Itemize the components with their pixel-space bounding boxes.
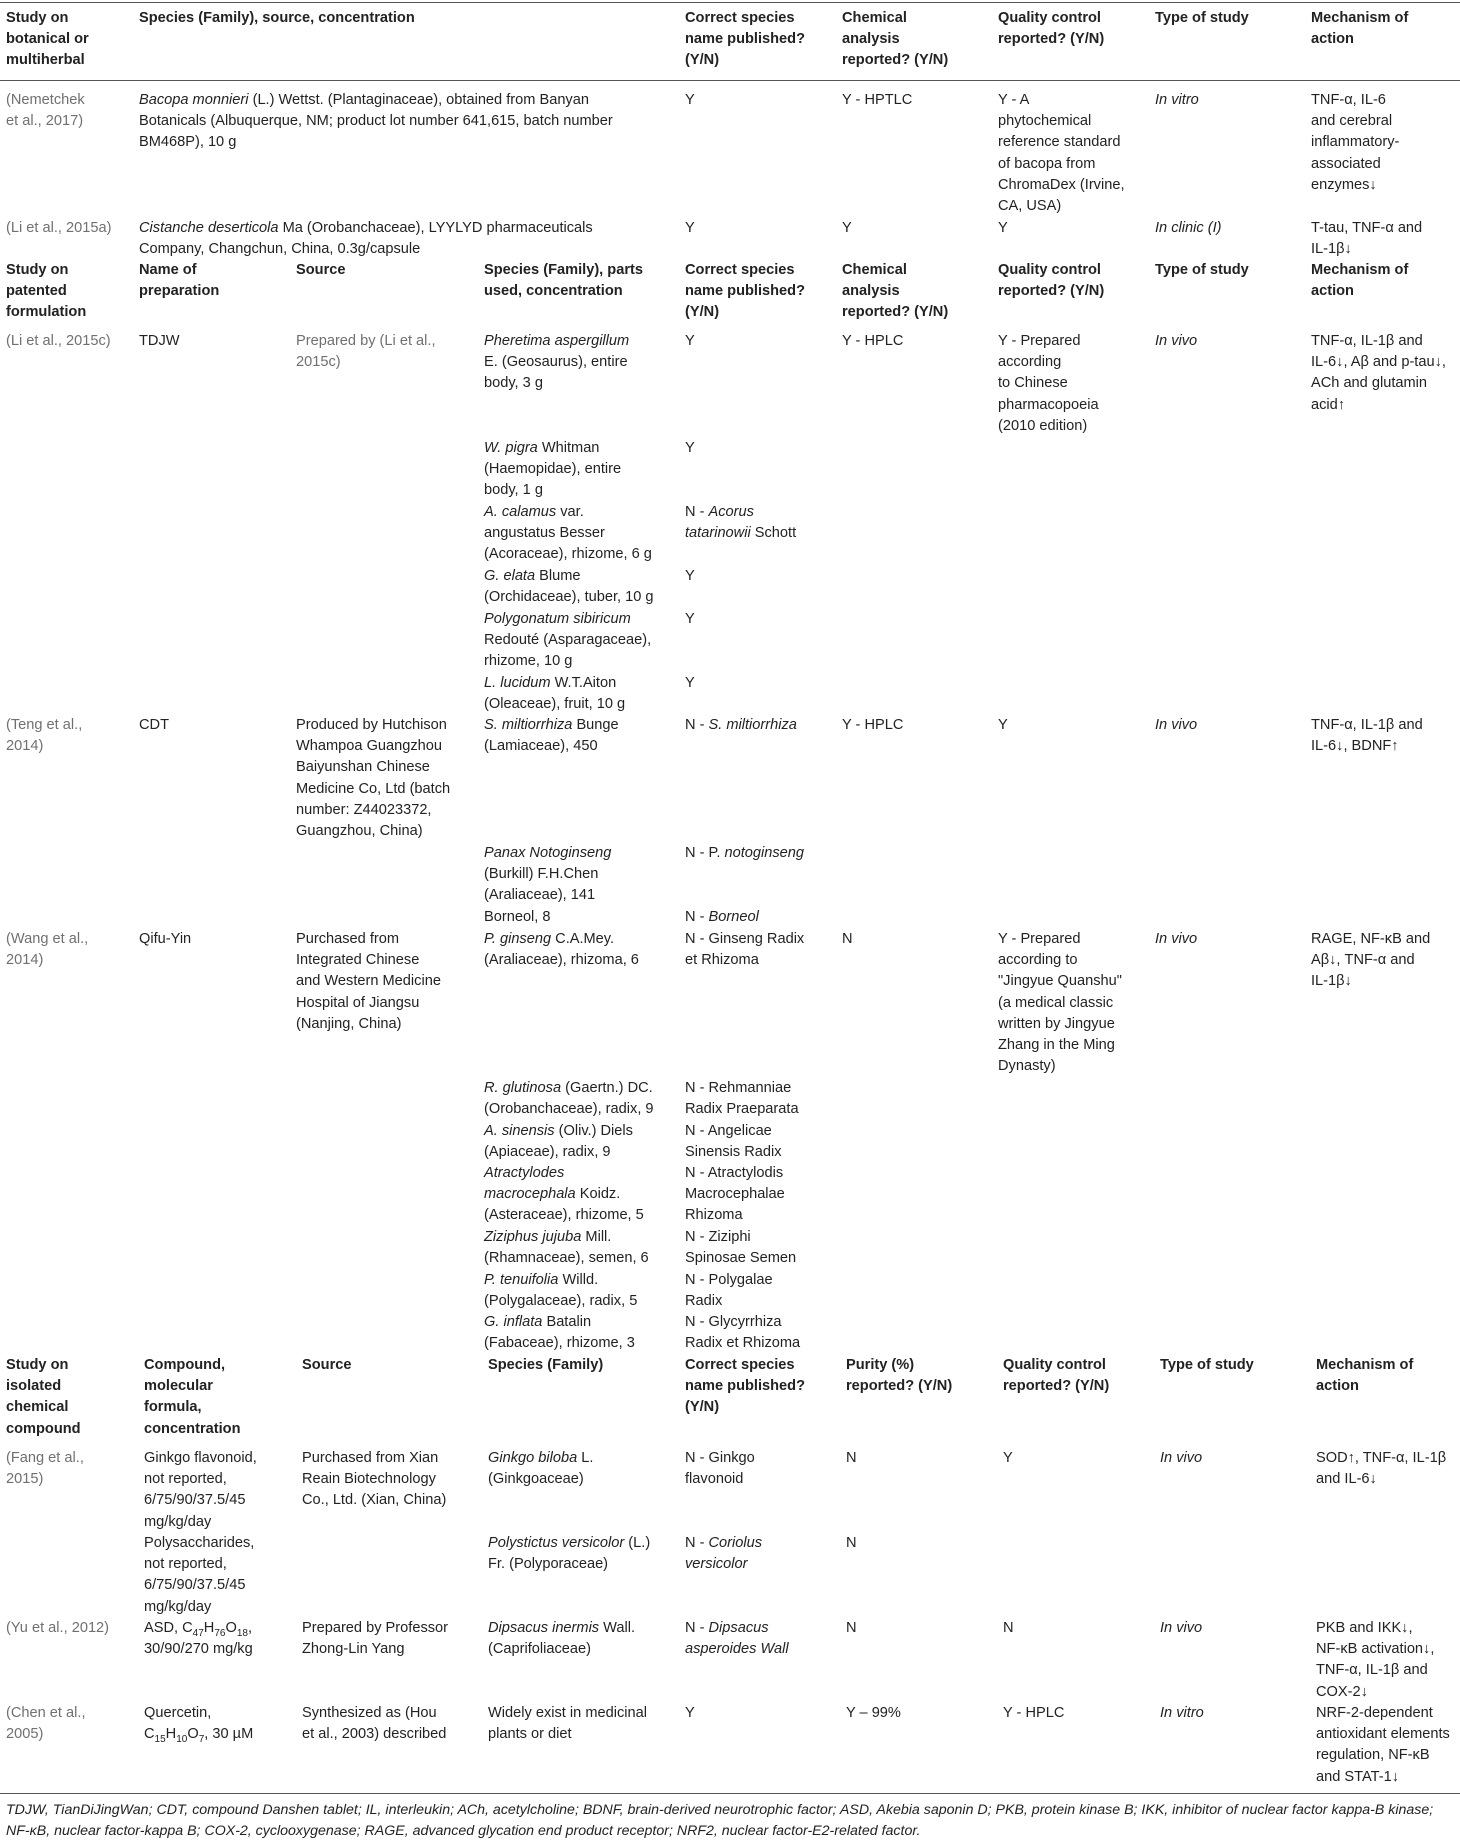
chen-type: In vitro	[1160, 1705, 1204, 1721]
s2-header-quality-control: Quality control reported? (Y/N)	[998, 262, 1105, 300]
tdjw-species-1: Pheretima aspergillum E. (Geosaurus), entire body, 3 g	[484, 333, 630, 392]
tdjw-study: (Li et al., 2015c)	[6, 333, 111, 349]
qifu-mechanism: RAGE, NF-κB and Aβ↓, TNF-α and IL-1β↓	[1311, 931, 1431, 990]
s2-header-source: Source	[296, 262, 346, 278]
s3-header-type: Type of study	[1160, 1357, 1254, 1373]
yu-quality-control: N	[1003, 1620, 1014, 1636]
cdt-source: Produced by Hutchison Whampoa Guangzhou Baiyunshan Chinese Medicine Co, Ltd (batch number: Z44023372, Guangzhou, China)	[296, 717, 451, 840]
fang-quality-control: Y	[1003, 1450, 1013, 1466]
qifu-type: In vivo	[1155, 931, 1198, 947]
tdjw-quality-control: Y - Prepared according to Chinese pharmacopoeia (2010 edition)	[998, 333, 1099, 434]
tdjw-species-2-name: Y	[685, 440, 695, 456]
chen-source: Synthesized as (Hou et al., 2003) described	[302, 1705, 447, 1743]
tdjw-species-4-name: Y	[685, 568, 695, 584]
qifu-preparation: Qifu-Yin	[139, 931, 192, 947]
cdt-species-2-name: N - P. notoginseng	[685, 845, 805, 861]
s3-header-quality-control: Quality control reported? (Y/N)	[1003, 1357, 1110, 1395]
s1-header-quality-control: Quality control reported? (Y/N)	[998, 10, 1105, 48]
fang-species-1: Ginkgo biloba L. (Ginkgoaceae)	[488, 1450, 594, 1488]
s3-header-source: Source	[302, 1357, 352, 1373]
tdjw-species-4: G. elata Blume (Orchidaceae), tuber, 10 g	[484, 568, 654, 606]
fang-purity-1: N	[846, 1450, 857, 1466]
tdjw-species-6: L. lucidum W.T.Aiton (Oleaceae), fruit, 10 g	[484, 675, 626, 713]
s2-header-preparation: Name of preparation	[139, 262, 220, 300]
qifu-species-5-name: N - Ziziphi Spinosae Semen	[685, 1229, 797, 1267]
s1-row2-quality-control: Y	[998, 220, 1008, 236]
qifu-source: Purchased from Integrated Chinese and Western Medicine Hospital of Jiangsu (Nanjing, China)	[296, 931, 441, 1032]
cdt-species-1-name: N - S. miltiorrhiza	[685, 717, 797, 733]
qifu-species-4: Atractylodes macrocephala Koidz. (Asteraceae), rhizome, 5	[484, 1165, 644, 1224]
s1-row2-type: In clinic (I)	[1155, 220, 1222, 236]
chen-compound: Quercetin, $C_{15}H_{10}O_7$, 30 µM	[144, 1705, 254, 1746]
s2-header-study: Study on patented formulation	[6, 262, 87, 321]
cdt-chemical-analysis: Y - HPLC	[842, 717, 904, 733]
s1-header-correct-name: Correct species name published? (Y/N)	[685, 10, 806, 69]
qifu-species-7-name: N - Glycyrrhiza Radix et Rhizoma	[685, 1314, 801, 1352]
fang-mechanism: SOD↑, TNF-α, IL-1β and IL-6↓	[1316, 1450, 1447, 1488]
qifu-species-4-name: N - Atractylodis Macrocephalae Rhizoma	[685, 1165, 785, 1224]
s1-header-study: Study on botanical or multiherbal	[6, 10, 89, 69]
tdjw-source: Prepared by (Li et al., 2015c)	[296, 333, 436, 371]
yu-source: Prepared by Professor Zhong-Lin Yang	[302, 1620, 449, 1658]
tdjw-mechanism: TNF-α, IL-1β and IL-6↓, Aβ and p-tau↓, ACh and glutamin acid↑	[1311, 333, 1446, 413]
qifu-species-5: Ziziphus jujuba Mill. (Rhamnaceae), semen, 6	[484, 1229, 649, 1267]
chen-mechanism: NRF-2-dependent antioxidant elements regulation, NF-κB and STAT-1↓	[1316, 1705, 1450, 1785]
s3-header-compound: Compound, molecular formula, concentration	[144, 1357, 241, 1437]
qifu-study: (Wang et al., 2014)	[6, 931, 89, 969]
s1-row2-species: Cistanche deserticola Ma (Orobanchaceae), LYYLYD pharmaceuticals Company, Changchun, China, 0.3g/capsule	[139, 220, 593, 258]
chen-species-name: Y	[685, 1705, 695, 1721]
s1-row1-mechanism: TNF-α, IL-6 and cerebral inflammatory- associated enzymes↓	[1311, 92, 1400, 193]
cdt-study: (Teng et al., 2014)	[6, 717, 83, 755]
fang-source: Purchased from Xian Reain Biotechnology Co., Ltd. (Xian, China)	[302, 1450, 447, 1509]
qifu-species-6-name: N - Polygalae Radix	[685, 1272, 773, 1310]
tdjw-species-5: Polygonatum sibiricum Redouté (Asparagaceae), rhizome, 10 g	[484, 611, 652, 670]
s1-row2-study: (Li et al., 2015a)	[6, 220, 112, 236]
s3-header-study: Study on isolated chemical compound	[6, 1357, 81, 1437]
s1-row2-correct-name: Y	[685, 220, 695, 236]
table-top-rule	[0, 2, 1460, 3]
qifu-species-1: P. ginseng C.A.Mey. (Araliaceae), rhizoma, 6	[484, 931, 639, 969]
qifu-species-3: A. sinensis (Oliv.) Diels (Apiaceae), radix, 9	[484, 1123, 633, 1161]
fang-type: In vivo	[1160, 1450, 1203, 1466]
qifu-chemical-analysis: N	[842, 931, 853, 947]
s1-header-species: Species (Family), source, concentration	[139, 10, 415, 26]
s1-header-mechanism: Mechanism of action	[1311, 10, 1409, 48]
cdt-species-2: Panax Notoginseng (Burkill) F.H.Chen (Araliaceae), 141	[484, 845, 612, 904]
fang-study: (Fang et al., 2015)	[6, 1450, 84, 1488]
s1-row1-quality-control: Y - A phytochemical reference standard of bacopa from ChromaDex (Irvine, CA, USA)	[998, 92, 1125, 215]
qifu-species-7: G. inflata Batalin (Fabaceae), rhizome, 3	[484, 1314, 635, 1352]
fang-species-1-name: N - Ginkgo flavonoid	[685, 1450, 755, 1488]
tdjw-chemical-analysis: Y - HPLC	[842, 333, 904, 349]
s2-header-correct-name: Correct species name published? (Y/N)	[685, 262, 806, 321]
yu-type: In vivo	[1160, 1620, 1203, 1636]
yu-purity: N	[846, 1620, 857, 1636]
cdt-mechanism: TNF-α, IL-1β and IL-6↓, BDNF↑	[1311, 717, 1423, 755]
s1-row1-chemical-analysis: Y - HPTLC	[842, 92, 913, 108]
qifu-species-2: R. glutinosa (Gaertn.) DC. (Orobanchaceae), radix, 9	[484, 1080, 654, 1118]
s1-row2-mechanism: T-tau, TNF-α and IL-1β↓	[1311, 220, 1423, 258]
yu-study: (Yu et al., 2012)	[6, 1620, 110, 1636]
chen-purity: Y – 99%	[846, 1705, 901, 1721]
tdjw-preparation: TDJW	[139, 333, 180, 349]
tdjw-species-5-name: Y	[685, 611, 695, 627]
s2-header-chemical-analysis: Chemical analysis reported? (Y/N)	[842, 262, 949, 321]
yu-mechanism: PKB and IKK↓, NF-κB activation↓, TNF-α, IL-1β and COX-2↓	[1316, 1620, 1435, 1700]
cdt-preparation: CDT	[139, 717, 169, 733]
s1-row2-chemical-analysis: Y	[842, 220, 852, 236]
cdt-type: In vivo	[1155, 717, 1198, 733]
qifu-species-1-name: N - Ginseng Radix et Rhizoma	[685, 931, 805, 969]
tdjw-type: In vivo	[1155, 333, 1198, 349]
cdt-species-3: Borneol, 8	[484, 909, 551, 925]
tdjw-species-6-name: Y	[685, 675, 695, 691]
qifu-species-2-name: N - Rehmanniae Radix Praeparata	[685, 1080, 799, 1118]
s2-header-type: Type of study	[1155, 262, 1249, 278]
chen-species: Widely exist in medicinal plants or diet	[488, 1705, 647, 1743]
s1-row1-study: (Nemetchek et al., 2017)	[6, 92, 85, 130]
s1-row1-type: In vitro	[1155, 92, 1199, 108]
s1-row1-correct-name: Y	[685, 92, 695, 108]
qifu-species-3-name: N - Angelicae Sinensis Radix	[685, 1123, 782, 1161]
tdjw-species-3: A. calamus var. angustatus Besser (Acoraceae), rhizome, 6 g	[484, 504, 652, 563]
fang-purity-2: N	[846, 1535, 857, 1551]
tdjw-species-2: W. pigra Whitman (Haemopidae), entire body, 1 g	[484, 440, 622, 499]
cdt-species-1: S. miltiorrhiza Bunge (Lamiaceae), 450	[484, 717, 619, 755]
cdt-species-3-name: N - Borneol	[685, 909, 759, 925]
chen-study: (Chen et al., 2005)	[6, 1705, 86, 1743]
fang-species-2-name: N - Coriolus versicolor	[685, 1535, 763, 1573]
cdt-quality-control: Y	[998, 717, 1008, 733]
s1-header-type: Type of study	[1155, 10, 1249, 26]
s3-header-correct-name: Correct species name published? (Y/N)	[685, 1357, 806, 1416]
yu-species-name: N - Dipsacus asperoides Wall	[685, 1620, 789, 1658]
qifu-quality-control: Y - Prepared according to "Jingyue Quanshu" (a medical classic written by Jingyue Zhang in the Ming Dynasty)	[998, 931, 1122, 1075]
s3-header-species: Species (Family)	[488, 1357, 604, 1373]
tdjw-species-3-name: N - Acorus tatarinowii Schott	[685, 504, 797, 542]
s1-header-chemical-analysis: Chemical analysis reported? (Y/N)	[842, 10, 949, 69]
s2-header-mechanism: Mechanism of action	[1311, 262, 1409, 300]
s1-header-rule	[0, 80, 1460, 81]
fang-species-2: Polystictus versicolor (L.) Fr. (Polyporaceae)	[488, 1535, 651, 1573]
qifu-species-6: P. tenuifolia Willd. (Polygalaceae), radix, 5	[484, 1272, 638, 1310]
fang-compound-1: Ginkgo flavonoid, not reported, 6/75/90/37.5/45 mg/kg/day	[144, 1450, 257, 1530]
s3-header-mechanism: Mechanism of action	[1316, 1357, 1414, 1395]
yu-species: Dipsacus inermis Wall. (Caprifoliaceae)	[488, 1620, 636, 1658]
table-bottom-rule	[0, 1793, 1460, 1794]
chen-quality-control: Y - HPLC	[1003, 1705, 1065, 1721]
fang-compound-2: Polysaccharides, not reported, 6/75/90/37.5/45 mg/kg/day	[144, 1535, 255, 1615]
table-footnote: TDJW, TianDiJingWan; CDT, compound Danshen tablet; IL, interleukin; ACh, acetylcholine; BDNF, brain-derived neurotrophic factor; ASD, Akebia saponin D; PKB, protein kinase B; IKK, inhibitor of nuclear factor kappa-B kinase; NF-κB, nuclear factor-kappa B; COX-2, cyclooxygenase; RAGE, advanced glycation end product receptor; NRF2, nuclear factor-E2-related factor.	[6, 1802, 1434, 1839]
s2-header-species: Species (Family), parts used, concentration	[484, 262, 643, 300]
tdjw-species-1-name: Y	[685, 333, 695, 349]
yu-compound: ASD, $C_{47}H_{76}O_{18}$, 30/90/270 mg/kg	[144, 1620, 253, 1658]
s3-header-purity: Purity (%) reported? (Y/N)	[846, 1357, 953, 1395]
s1-row1-species: Bacopa monnieri (L.) Wettst. (Plantaginaceae), obtained from Banyan Botanicals (Albuquerque, NM; product lot number 641,615, batch number BM468P), 10 g	[139, 92, 613, 151]
